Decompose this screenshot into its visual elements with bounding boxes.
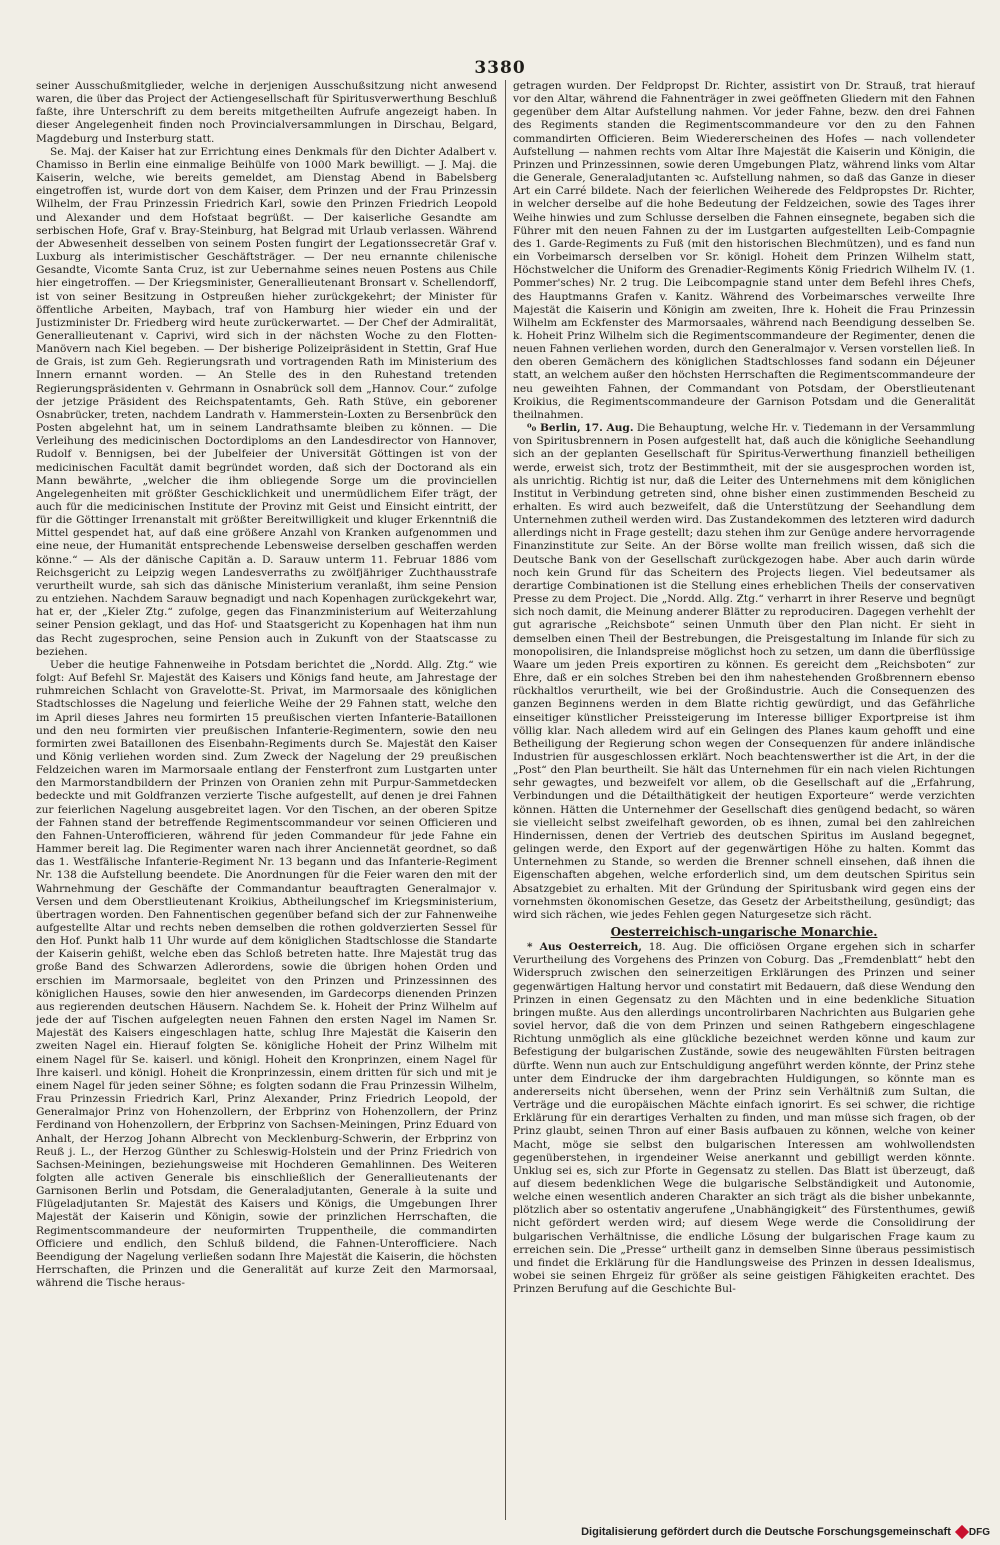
dateline-berlin: ⁰₀ Berlin, 17. Aug. [527, 422, 634, 435]
section-heading: Oesterreichisch-ungarische Monarchie. [610, 925, 878, 939]
article-text: Die Behauptung, welche Hr. v. Tiedemann in der Versammlung von Spiritusbrennern in Posen aufgestellt hat, daß auch die königliche Seehandlung sich an der geplanten Gesellschaft für Spiritus-Verwerthung finanziell betheiligen werde, erweist sich, trotz der Bestimmtheit, mit der sie ausgesprochen worden ist, als unrichtig. Richtig ist nur, daß die Leiter des Unternehmens mit dem königlichen Institut in Verbindung getreten sind, ohne bisher einen zustimmenden Bescheid zu erhalten. Es wird auch bezweifelt, daß die Unterstützung der Seehandlung dem Unternehmen zutheil werden wird. Das Zustandekommen des letzteren wird dadurch allerdings nicht in Frage gestellt; dazu stehen ihm zur Genüge andere hervorragende Finanzinstitute zur Seite. An der Börse wollte man freilich wissen, daß sich die Deutsche Bank von der Gesellschaft zurückgezogen habe. Aber auch darin würde noch kein Grund für das Scheitern des Projects liegen. Viel bedeutsamer als derartige Combinationen ist die Stellung eines erheblichen Theils der conservativen Presse zu dem Project. Die „Nordd. Allg. Ztg.“ verharrt in ihrer Reserve und begnügt sich noch damit, die Meinung anderer Blätter zu reproduciren. Dagegen verhehlt der gut agrarische „Reichsbote“ seinen Unmuth über den Plan nicht. Er sieht in demselben einen Theil der Bestrebungen, die Preisgestaltung im Inlande für sich zu monopolisiren, die Inlandspreise möglichst hoch zu setzen, um dann die überflüssige Waare um jeden Preis exportiren zu können. Es gereicht dem „Reichsboten“ zur Ehre, daß er ein solches Streben bei den ihm nahestehenden Großbrennern ebenso rückhaltlos verurtheilt, wie bei der Großindustrie. Auch die Consequenzen des ganzen Beginnens werden in dem Blatte richtig gewürdigt, und das Gefährliche einseitiger künstlicher Preissteigerung im Interesse billiger Exportpreise ist ihm völlig klar. Nach alledem wird auf ein Gelingen des Planes kaum gehofft und eine Betheiligung der Regierung schon wegen der Consequenzen für andere inländische Industrien für ausgeschlossen erklärt. Noch beachtenswerther ist die Art, in der die „Post“ den Plan beurtheilt. Sie hält das Unternehmen für ein nach vielen Richtungen sehr gewagtes, und bezweifelt vor allem, ob die Gesellschaft auf die „Erfahrung, Verbindungen und die Détailthätigkeit der heutigen Exporteure“ werde verzichten können. Hätten die Unternehmer der Gesellschaft dies genügend bedacht, so wären sie vielleicht selbst zweifelhaft geworden, ob es ihnen, zumal bei den zahlreichen Hindernissen, denen der Vertrieb des deutschen Spiritus im Ausland begegnet, gelingen werde, den Export auf der gegenwärtigen Höhe zu halten. Kommt das Unternehmen zu Stande, so werden die Brenner schnell einsehen, daß ihnen die Eigenschaften abgehen, welche erforderlich sind, um dem deutschen Spiritus sein Absatzgebiet zu erhalten. Mit der Gründung der Spiritusbank wird gegen eins der vornehmsten ökonomischen Gesetze, das Gesetz der Arbeitstheilung, gesündigt; das wird sich rächen, wie jedes Fehlen gegen Naturgesetze sich rächt. [513, 422, 975, 921]
dfg-diamond-icon [955, 1525, 969, 1539]
article-paragraph: Se. Maj. der Kaiser hat zur Errichtung eines Denkmals für den Dichter Adalbert v. Chamisso in Berlin eine einmalige Beihülfe von 1000 Mark bewilligt. — J. Maj. die Kaiserin, welche, wie bereits gemeldet, am Dienstag Abend in Babelsberg eingetroffen ist, wurde dort von dem Kaiser, dem Prinzen und der Frau Prinzessin Wilhelm, der Frau Prinzessin Friedrich Karl, sowie den Prinzen Friedrich Leopold und Alexander und dem Hofstaat begrüßt. — Der kaiserliche Gesandte am serbischen Hofe, Graf v. Bray-Steinburg, hat Belgrad mit Urlaub verlassen. Während der Abwesenheit desselben von seinem Posten fungirt der Legationssecretär Graf v. Luxburg als interimistischer Geschäftsträger. — Der neu ernannte chilenische Gesandte, Vicomte Santa Cruz, ist zur Uebernahme seines neuen Postens aus Chile hier eingetroffen. — Der Kriegsminister, Generallieutenant Bronsart v. Schellendorff, ist von seiner Besitzung in Ostpreußen hieher zurückgekehrt; der Minister für öffentliche Arbeiten, Maybach, traf von Hamburg hier wieder ein und der Justizminister Dr. Friedberg wird heute zurückerwartet. — Der Chef der Admiralität, Generallieutenant v. Caprivi, wird sich in der nächsten Woche zu den Flotten-Manövern nach Kiel begeben. — Der bisherige Polizeipräsident in Stettin, Graf Hue de Grais, ist zum Geh. Regierungsrath und vortragenden Rath im Ministerium des Innern ernannt worden. — An Stelle des in den Ruhestand tretenden Regierungspräsidenten v. Gehrmann in Osnabrück soll dem „Hannov. Cour.“ zufolge der jetzige Präsident des Reichspatentamts, Geh. Rath Stüve, ein geborener Osnabrücker, treten, nachdem Landrath v. Hammerstein-Loxten zu Bersenbrück den Posten abgelehnt hat, um in seinem Landrathsamte bleiben zu können. — Die Verleihung des medicinischen Doctordiploms an den Landesdirector von Hannover, Rudolf v. Bennigsen, bei der Jubelfeier der Universität Göttingen ist von der medicinischen Facultät damit begründet worden, daß sich der Doctorand als ein Mann bewährte, „welcher die ihm obliegende Sorge um die provinciellen Angelegenheiten mit größter Geschicklichkeit und unermüdlichem Eifer trägt, der auch für die medicinischen Institute der Provinz mit Geist und Einsicht eintritt, der für die Göttinger Irrenanstalt mit größter Bereitwilligkeit und kluger Erkenntniß die Mittel gespendet hat, auf daß eine größere Anzahl von Kranken aufgenommen und eine neue, der Humanität entsprechende Lebensweise derselben geschaffen werden könne.“ — Als der dänische Capitän a. D. Sarauw unterm 11. Februar 1886 vom Reichsgericht zu Leipzig wegen Landesverraths zu zwölfjähriger Zuchthausstrafe verurtheilt wurde, sah sich das dänische Ministerium veranlaßt, ihm seine Pension zu entziehen. Nachdem Sarauw begnadigt und nach Kopenhagen zurückgekehrt war, hat er, der „Kieler Ztg.“ zufolge, gegen das Finanzministerium auf Weiterzahlung seiner Pension geklagt, und das Hof- und Staatsgericht zu Kopenhagen hat ihm nun das Recht zugesprochen, seine Pension auch in Zukunft von der Staatscasse zu beziehen. [36, 145, 497, 658]
dateline-date: 18. Aug. [648, 941, 697, 954]
page-number: 3380 [474, 58, 526, 78]
berlin-article [513, 422, 975, 922]
article-text: Die officiösen Organe ergehen sich in scharfer Verurtheilung des Vorgehens des Prinzen von Coburg. Das „Fremdenblatt“ hebt den Widerspruch zwischen den seinerzeitigen Erklärungen des Prinzen und seiner gegenwärtigen Haltung hervor und constatirt mit Bedauern, daß diese Wendung den Prinzen in einen Gegensatz zu den Mächten und in eine bedenkliche Situation bringen mußte. Aus den allerdings uncontrolirbaren Nachrichten aus Bulgarien gehe soviel hervor, daß die von dem Prinzen und seinen Rathgebern eingeschlagene Richtung unmöglich als eine glückliche bezeichnet werden könne und kaum zur Befestigung der bulgarischen Zustände, sowie des neugewählten Fürsten beitragen dürfte. Wenn nun auch zur Entschuldigung angeführt werden könnte, der Prinz stehe unter dem Eindrucke der ihm dargebrachten Huldigungen, so könnte man es andererseits nicht übersehen, wenn der Prinz sein Verhältniß zum Sultan, die Verträge und die europäischen Mächte einfach ignorirt. Es sei schwer, die richtige Erklärung für ein derartiges Verhalten zu finden, und man müsse sich fragen, ob der Prinz glaubt, seinen Thron auf einer Basis aufbauen zu können, welche von keiner Macht, möge sie selbst den bulgarischen Interessen am wohlwollendsten gegenüberstehen, in irgendeiner Weise anerkannt und gebilligt werden könnte. Unklug sei es, sich zur Pforte in Gegensatz zu stellen. Das Blatt ist überzeugt, daß auf diesem bedenklichen Wege die bulgarische Selbständigkeit und Autonomie, welche einen wesentlich anderen Charakter an sich trägt als die bisher unbekannte, plötzlich aber so ostentativ angerufene „Unabhängigkeit“ des Fürstenthumes, gewiß nicht gefördert werden wird; auf diesem Wege werde die Consolidirung der bulgarischen Verhältnisse, die endliche Lösung der bulgarischen Frage kaum zu erreichen sein. Die „Presse“ urtheilt ganz in demselben Sinne überaus pessimistisch und findet die Erklärung für die Handlungsweise des Prinzen in dessen Idealismus, wobei sie seinen Ehrgeiz für größer als seine geistigen Fähigkeiten erachtet. Des Prinzen Berufung auf die Geschichte Bul- [513, 941, 975, 1296]
austria-article [513, 941, 975, 1296]
column-divider [505, 80, 506, 1520]
article-paragraph: seiner Ausschußmitglieder, welche in derjenigen Ausschußsitzung nicht anwesend waren, die über das Project der Actiengesellschaft für Spiritusverwerthung Beschluß faßte, ihre Unterschrift zu dem bereits mitgetheilten Aufrufe angezeigt haben. In dieser Angelegenheit finden noch Provincialversammlungen in Dirschau, Belgard, Magdeburg und Insterburg statt. [36, 80, 497, 145]
left-column [36, 80, 497, 1515]
article-paragraph: Ueber die heutige Fahnenweihe in Potsdam berichtet die „Nordd. Allg. Ztg.“ wie folgt: Auf Befehl Sr. Majestät des Kaisers und Königs fand heute, am Jahrestage der ruhmreichen Schlacht von Gravelotte-St. Privat, im Marmorsaale des königlichen Stadtschlosses die Nagelung und feierliche Weihe der 29 Fahnen statt, welche den im April dieses Jahres neu formirten 15 preußischen vierten Infanterie-Bataillonen und den neu formirten vier preußischen Infanterie-Regimentern, sowie den neu formirten zwei Bataillonen des Eisenbahn-Regiments durch Se. Majestät den Kaiser und König verliehen worden sind. Zum Zweck der Nagelung der 29 preußischen Feldzeichen waren im Marmorsaale entlang der Fensterfront zum Lustgarten unter den Marmorstandbildern der Prinzen von Oranien zehn mit Purpur-Sammetdecken bedeckte und mit Goldfranzen verzierte Tische aufgestellt, auf denen je drei Fahnen zur feierlichen Nagelung ausgebreitet lagen. Vor den Tischen, an der oberen Spitze der Fahnen stand der betreffende Regimentscommandeur vor seinen Officieren und den Fahnen-Unterofficieren, während für jeden Commandeur für jede Fahne ein Hammer bereit lag. Die Regimenter waren nach ihrer Anciennetät geordnet, so daß das 1. Westfälische Infanterie-Regiment Nr. 13 begann und das Infanterie-Regiment Nr. 138 die Aufstellung beendete. Die Anordnungen für die Feier waren den mit der Wahrnehmung der Geschäfte der Commandantur beauftragten Generalmajor v. Versen und dem Oberstlieutenant Kroikius, Abtheilungschef im Kriegsministerium, übertragen worden. Den Fahnentischen gegenüber befand sich der zur Fahnenweihe aufgestellte Altar und rechts neben demselben die rothen goldverzierten Sessel für den Hof. Punkt halb 11 Uhr wurde auf dem königlichen Stadtschlosse die Standarte der Kaiserin gehißt, welche eben das Schloß betreten hatte. Ihre Majestät trug das große Band des Schwarzen Adlerordens, sowie die übrigen hohen Orden und erschien im Marmorsaale, begleitet von den Prinzen und Prinzessinnen des königlichen Hauses, sowie den hier anwesenden, im Gardecorps dienenden Prinzen aus regierenden deutschen Häusern. Nachdem Se. k. Hoheit der Prinz Wilhelm auf jede der auf Tischen aufgelegten neuen Fahnen den ersten Nagel im Namen Sr. Majestät des Kaisers eingeschlagen hatte, schlug Ihre Majestät die Kaiserin den zweiten Nagel ein. Hierauf folgten Se. königliche Hoheit der Prinz Wilhelm mit einem Nagel für Se. kaiserl. und königl. Hoheit den Kronprinzen, einem Nagel für Ihre kaiserl. und königl. Hoheit die Kronprinzessin, einem dritten für sich und mit je einem Nagel für jeden seiner Söhne; es folgten sodann die Frau Prinzessin Wilhelm, Frau Prinzessin Friedrich Karl, Prinz Alexander, Prinz Friedrich Leopold, der Generalmajor Prinz von Hohenzollern, der Erbprinz von Hohenzollern, der Prinz Ferdinand von Hohenzollern, der Erbprinz von Sachsen-Meiningen, Prinz Eduard von Anhalt, der Herzog Johann Albrecht von Mecklenburg-Schwerin, der Erbprinz von Reuß j. L., der Herzog Günther zu Schleswig-Holstein und der Prinz Friedrich von Sachsen-Meiningen, beziehungsweise mit Hochderen Gemahlinnen. Des Weiteren folgten alle activen Generale bis einschließlich der Generallieutenants der Garnisonen Berlin und Potsdam, die Generaladjutanten, Generale à la suite und Flügeladjutanten Sr. Majestät des Kaisers und Königs, die Umgebungen Ihrer Majestät der Kaiserin und Königin, sowie der prinzlichen Herrschaften, die Regimentscommandeure der neuformirten Truppentheile, die commandirten Officiere und endlich, den Schluß bildend, die Fahnen-Unterofficiere. Nach Beendigung der Nagelung verließen sodann Ihre Majestät die Kaiserin, die höchsten Herrschaften, die Prinzen und die Generalität auf kurze Zeit den Marmorsaal, während die Tische heraus- [36, 658, 497, 1290]
footer [581, 1523, 990, 1541]
right-column [513, 80, 975, 1515]
dfg-logo [957, 1527, 990, 1538]
article-paragraph: getragen wurden. Der Feldpropst Dr. Richter, assistirt von Dr. Strauß, trat hierauf vor den Altar, während die Fahnenträger in zwei geöffneten Gliedern mit den Fahnen gegenüber dem Altar Aufstellung nahmen. Vor jeder Fahne, bezw. den drei Fahnen des Regiments standen die Regimentscommandeure vor den zu den Fahnen commandirten Officieren. Beim Wiedererscheinen des Hofes — nach vollendeter Aufstellung — nahmen rechts vom Altar Ihre Majestät die Kaiserin und Königin, die Prinzen und Prinzessinnen, sowie deren Umgebungen Platz, während links vom Altar die Generale, Generaladjutanten ꝛc. Aufstellung nahmen, so daß das Ganze in dieser Art ein Carré bildete. Nach der feierlichen Weiherede des Feldpropstes Dr. Richter, in welcher derselbe auf die hohe Bedeutung der Feldzeichen, sowie des Tages ihrer Weihe hinwies und zum Schlusse derselben die Fahnen einsegnete, begaben sich die Führer mit den neuen Fahnen zu der im Lustgarten aufgestellten Leib-Compagnie des 1. Garde-Regiments zu Fuß (mit den historischen Blechmützen), und es fand nun ein Vorbeimarsch derselben vor Sr. königl. Hoheit dem Prinzen Wilhelm statt, Höchstwelcher die Uniform des Grenadier-Regiments König Friedrich Wilhelm IV. (1. Pommer'sches) Nr. 2 trug. Die Leibcompagnie stand unter dem Befehl ihres Chefs, des Hauptmanns Grafen v. Kanitz. Während des Vorbeimarsches verweilte Ihre Majestät die Kaiserin und Königin am zweiten, Ihre k. Hoheit die Frau Prinzessin Wilhelm am Eckfenster des Marmorsaales, während nach Beendigung desselben Se. k. Hoheit Prinz Wilhelm sich die Regimentscommandeure der Regimenter, denen die neuen Fahnen verliehen worden, durch den Generalmajor v. Versen vorstellen ließ. In den oberen Gemächern des königlichen Stadtschlosses fand sodann ein Déjeuner statt, an welchem außer den höchsten Herrschaften die Regimentscommandeure der neu geweihten Fahnen, der Commandant von Potsdam, der Oberstlieutenant Kroikius, die Regimentscommandeure der Garnison Potsdam und die Generalität theilnahmen. [513, 80, 975, 421]
footer-credit: Digitalisierung gefördert durch die Deutsche Forschungsgemeinschaft [581, 1526, 951, 1538]
dfg-logo-text: DFG [968, 1526, 990, 1538]
dateline-austria: * Aus Oesterreich, [527, 941, 642, 954]
